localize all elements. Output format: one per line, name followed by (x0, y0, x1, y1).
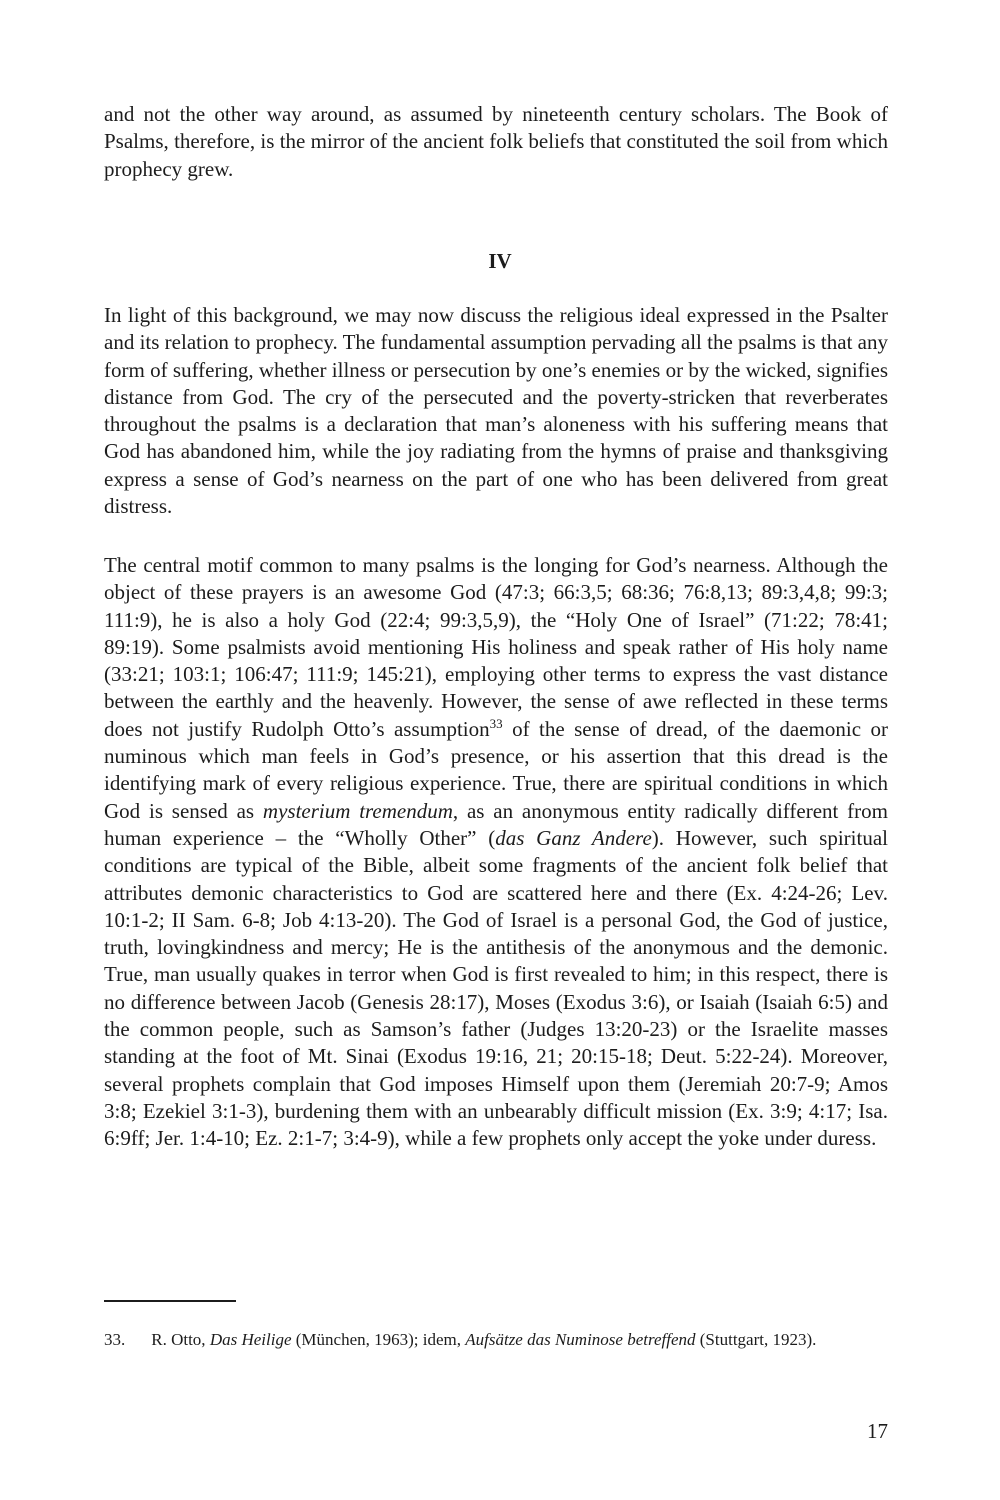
paragraph-text: ). However, such spiritual conditions are typical of the Bible, albeit some fragments of the ancient folk belief that attributes demonic characteristics to God are scattered here and there (Ex. 4:24-26; Lev. 10:1-2; II Sam. 6-8; Job 4:13-20). The God of Israel is a personal God, the God of justice, truth, lovingkindness and mercy; He is the antithesis of the anonymous and the demonic. True, man usually quakes in terror when God is first revealed to him; in this respect, there is no difference between Jacob (Genesis 28:17), Moses (Exodus 3:6), or Isaiah (Isaiah 6:5) and the common people, such as Samson’s father (Judges 13:20-23) or the Israelite masses standing at the foot of Mt. Sinai (Exodus 19:16, 21; 20:15-18; Deut. 5:22-24). Moreover, several prophets complain that God imposes Himself upon them (Jeremiah 20:7-9; Amos 3:8; Ezekiel 3:1-3), burdening them with an unbearably difficult mission (Ex. 3:9; 4:17; Isa. 6:9ff; Jer. 1:4-10; Ez. 2:1-7; 3:4-9), while a few prophets only accept the yoke under duress. (104, 825, 889, 1151)
footnote-number: 33. (104, 1330, 126, 1349)
footnote-text: (Stuttgart, 1923). (695, 1330, 817, 1349)
footnote (104, 1327, 888, 1353)
italic-term: mysterium tremendum (262, 798, 453, 823)
paragraph-text: of the sense of dread, of the daemonic or numinous which man feels in God’s presence, or his assertion that this dread is the identifying mark of every religious experience. True, there are spiritual conditions in which God is sensed as (104, 716, 888, 823)
footnote-text: (München, 1963); idem, (291, 1330, 466, 1349)
paragraph-text: , as an anonymous entity radically different from human experience – the “Wholly Other” ( (104, 798, 888, 850)
paragraph-central-motif (104, 552, 888, 1153)
paragraph-psalter-ideal: In light of this background, we may now discuss the religious ideal expressed in the Psalter and its relation to prophecy. The fundamental assumption pervading all the psalms is that any form of suffering, whether illness or persecution by one’s enemies or by the wicked, signifies distance from God. The cry of the persecuted and the poverty-stricken that reverberates throughout the psalms is a declaration that man’s aloneness with his suffering means that God has abandoned him, while the joy radiating from the hymns of praise and thanksgiving express a sense of God’s nearness on the part of one who has been delivered from great distress. (104, 303, 888, 519)
footnote-divider (104, 1300, 236, 1302)
page-number: 17 (867, 1419, 888, 1443)
footnote-reference[interactable]: 33 (489, 715, 503, 731)
section-heading: IV (488, 249, 512, 273)
italic-term: das Ganz Andere (495, 825, 652, 850)
paragraph-text: The central motif common to many psalms is the longing for God’s nearness. Although the object of these prayers is an awesome God (47:3; 66:3,5; 68:36; 76:8,13; 89:3,4,8; 99:3; 111:9), he is also a holy God (22:4; 99:3,5,9), the “Holy One of Israel” (71:22; 78:41; 89:19). Some psalmists avoid mentioning His holiness and speak rather of His holy name (33:21; 103:1; 106:47; 111:9; 145:21), employing other terms to express the vast distance between the earthly and the heavenly. However, the sense of awe reflected in these terms does not justify Rudolph Otto’s assumption (104, 553, 888, 741)
footnote-text: R. Otto, (151, 1330, 210, 1349)
paragraph-continuation: and not the other way around, as assumed by nineteenth century scholars. The Book of Psalms, therefore, is the mirror of the ancient folk beliefs that constituted the soil from which prophecy grew. (104, 102, 888, 181)
footnote-book-title: Das Heilige (209, 1330, 292, 1349)
footnote-book-title: Aufsätze das Numinose betreffend (465, 1330, 696, 1349)
